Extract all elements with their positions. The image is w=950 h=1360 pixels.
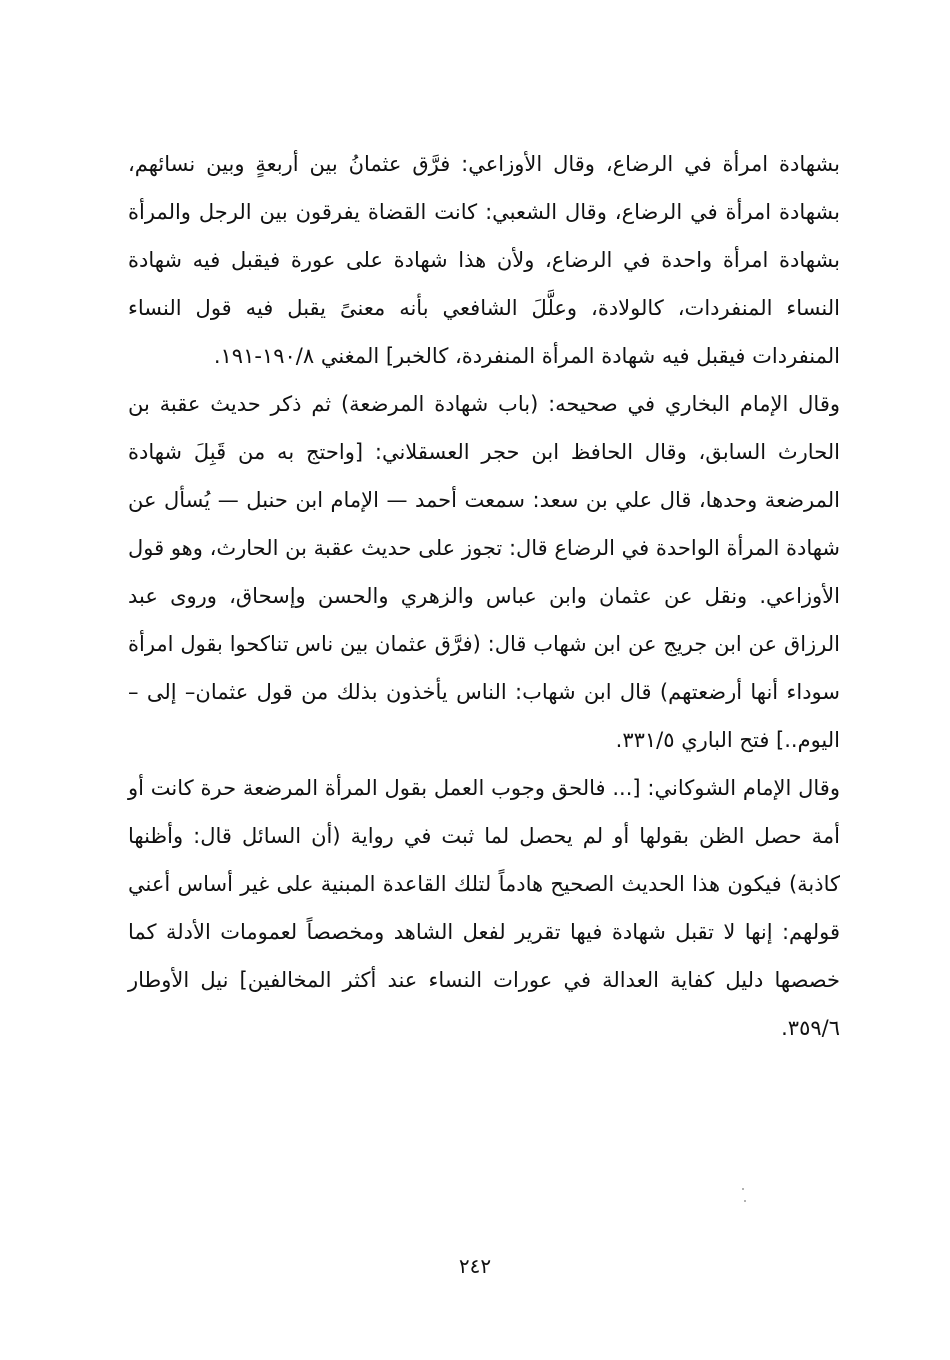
paragraph-2: وقال الإمام البخاري في صحيحه: (باب شهادة المرضعة) ثم ذكر حديث عقبة بن الحارث السابق، وقال الحافظ ابن حجر العسقلاني: [واحتج به من قَبِلَ شهادة المرضعة وحدها، قال علي بن سعد: سمعت أحمد — الإمام ابن حنبل — يُسأل عن شهادة المرأة الواحدة في الرضاع قال: تجوز على حديث عقبة بن الحارث، وهو قول الأوزاعي. ونقل عن عثمان وابن عباس والزهري والحسن وإسحاق، وروى عبد الرزاق عن ابن جريج عن ابن شهاب قال: (فرَّق عثمان بين ناس تناكحوا بقول امرأة سوداء أنها أرضعتهم) قال ابن شهاب: الناس يأخذون بذلك من قول عثمان– إلى – اليوم..] فتح الباري ٣٣١/٥.	[128, 392, 840, 752]
scan-speck	[744, 1200, 746, 1202]
paragraph-3: وقال الإمام الشوكاني: [... فالحق وجوب العمل بقول المرأة المرضعة حرة كانت أو أمة حصل الظن بقولها أو لم يحصل لما ثبت في رواية (أن السائل قال: وأظنها كاذبة) فيكون هذا الحديث الصحيح هادماً لتلك القاعدة المبنية على غير أساس أعني قولهم: إنها لا تقبل شهادة فيها تقرير لفعل الشاهد ومخصصاً لعمومات الأدلة كما خصصها دليل كفاية العدالة في عورات النساء عند أكثر المخالفين] نيل الأوطار ٣٥٩/٦.	[128, 776, 840, 1040]
scan-speck	[742, 1188, 744, 1190]
paragraph-1: بشهادة امرأة في الرضاع، وقال الأوزاعي: فرَّق عثمانُ بين أربعةٍ وبين نسائهم، بشهادة امرأة في الرضاع، وقال الشعبي: كانت القضاة يفرقون بين الرجل والمرأة بشهادة امرأة واحدة في الرضاع، ولأن هذا شهادة على عورة فيقبل فيه شهادة النساء المنفردات، كالولادة، وعلَّلَ الشافعي بأنه معنىً يقبل فيه قول النساء المنفردات فيقبل فيه شهادة المرأة المنفردة، كالخبر] المغني ١٩٠/٨-١٩١.	[128, 152, 840, 368]
page-number: ٢٤٢	[458, 1254, 492, 1278]
body-text	[128, 140, 840, 1052]
